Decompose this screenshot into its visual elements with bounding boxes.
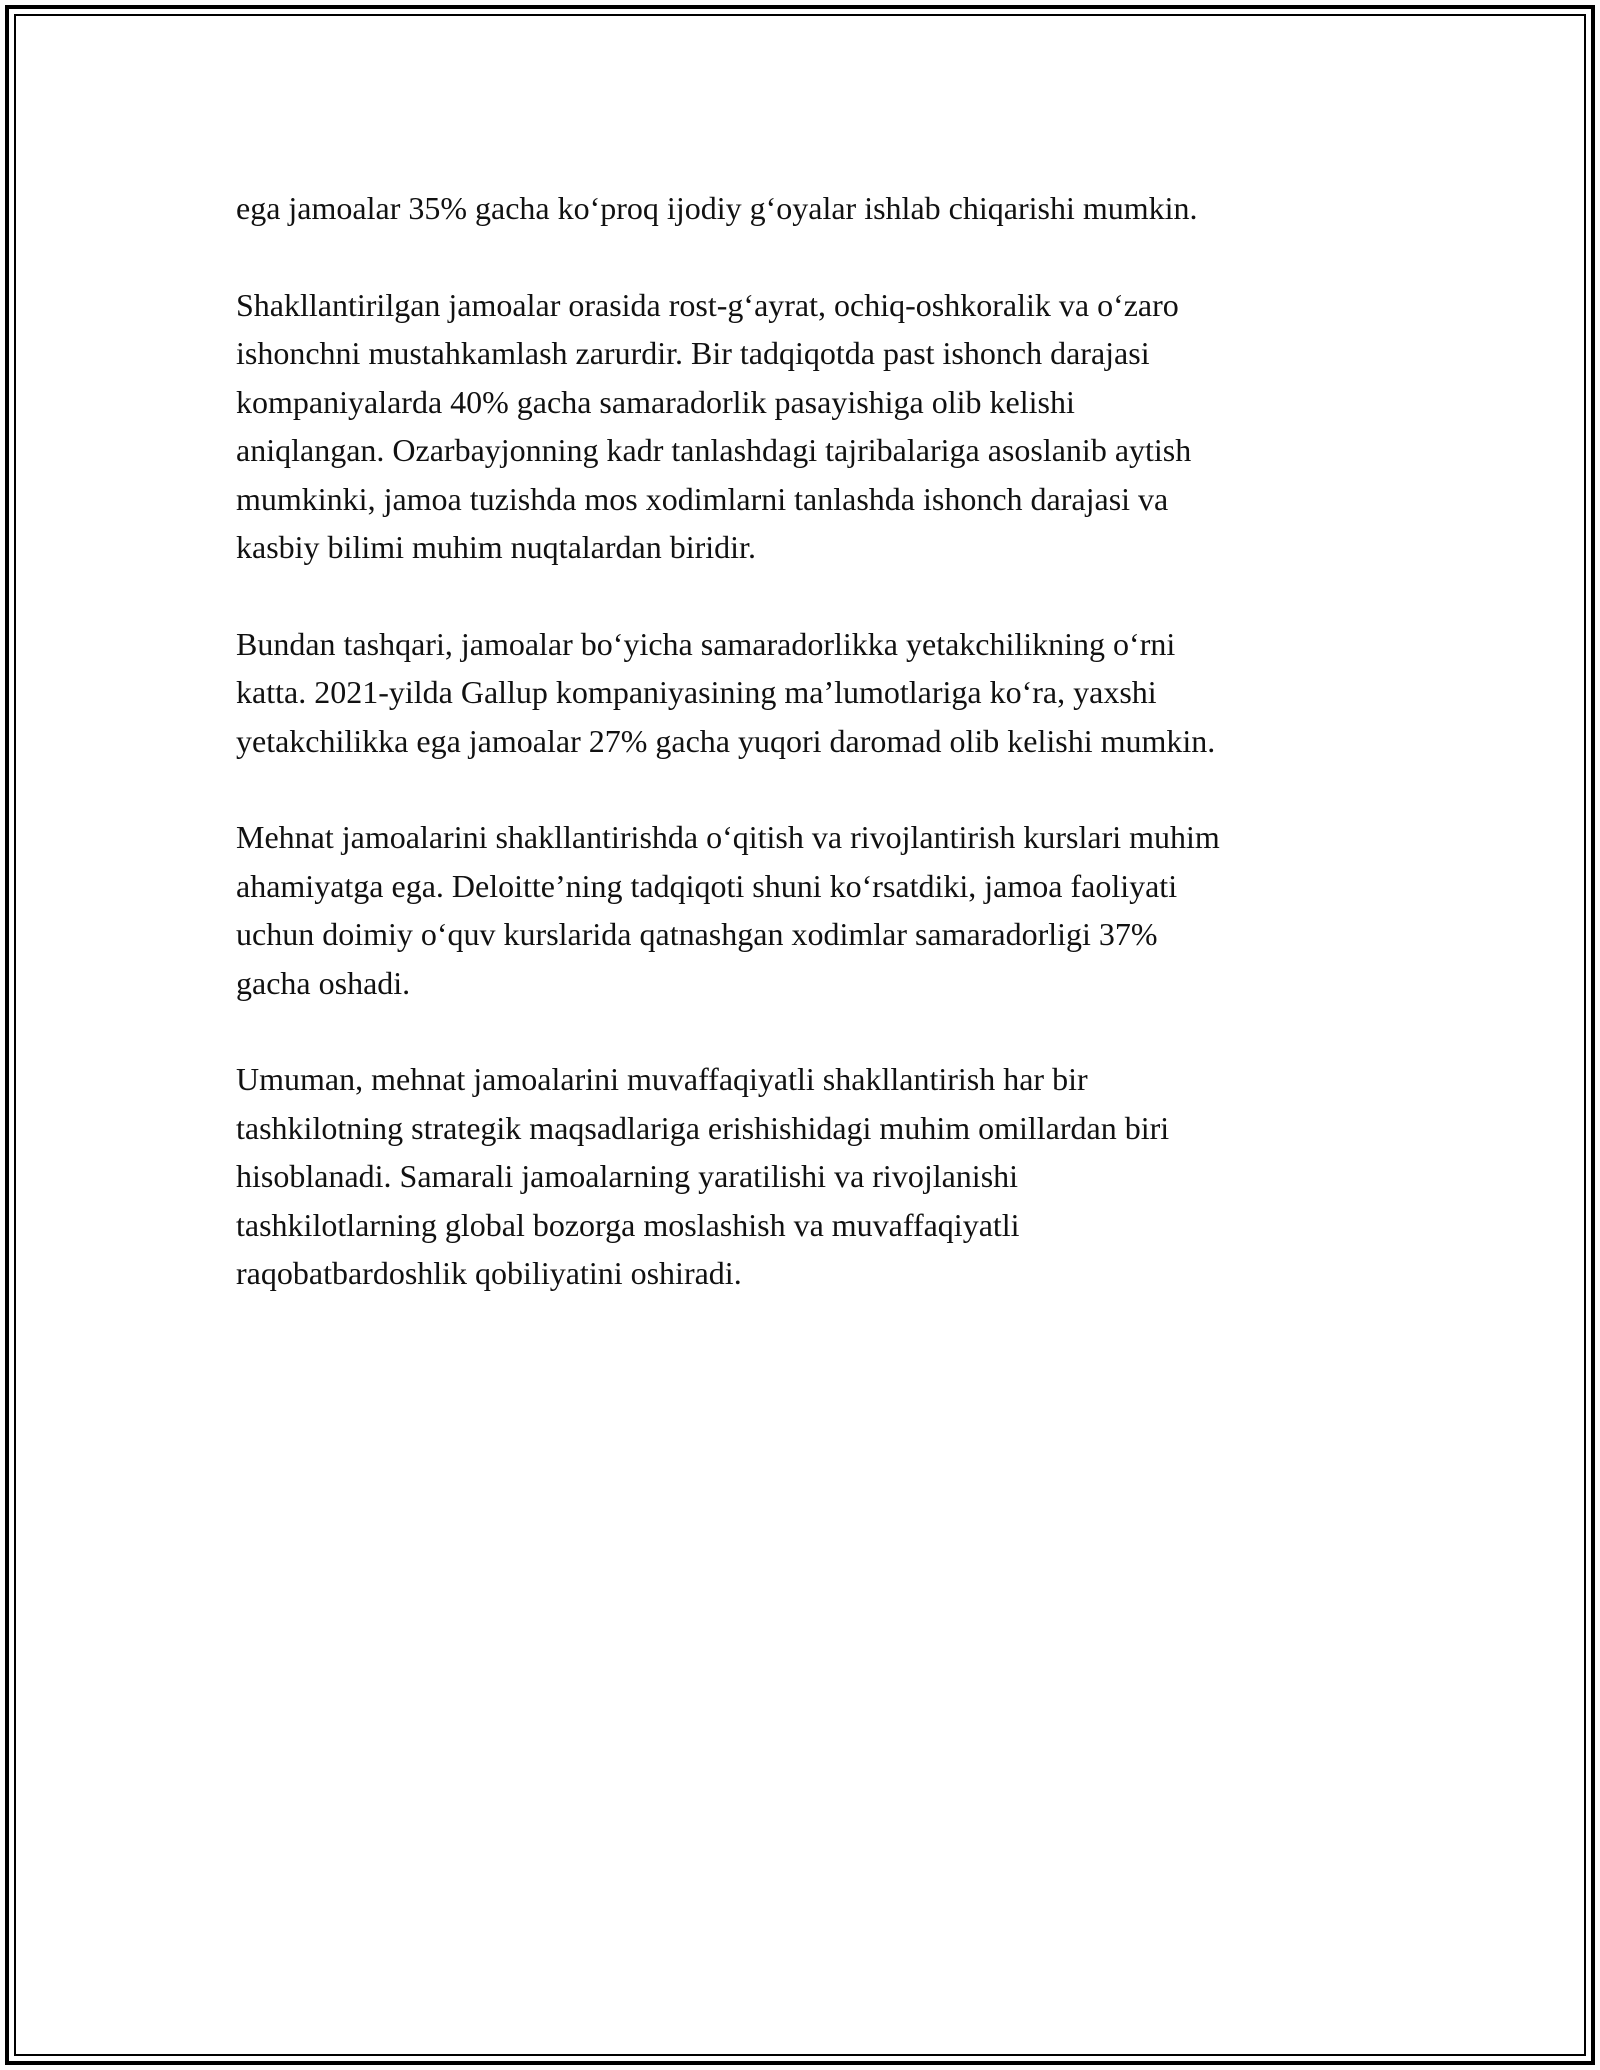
paragraph-1: ega jamoalar 35% gacha ko‘proq ijodiy g‘oyalar ishlab chiqarishi mumkin. xyxy=(236,190,1198,226)
paragraph-4: Mehnat jamoalarini shakllantirishda o‘qitish va rivojlantirish kurslari muhim ahamiyatga ega. Deloitte’ning tadqiqoti shuni ko‘rsatdiki, jamoa faoliyati uchun doimiy o‘quv kurslarida qatnashgan xodimlar samaradorligi 37% gacha oshadi. xyxy=(236,819,1220,1001)
paragraph-2: Shakllantirilgan jamoalar orasida rost-g‘ayrat, ochiq-oshkoralik va o‘zaro ishonchni mustahkamlash zarurdir. Bir tadqiqotda past ishonch darajasi kompaniyalarda 40% gacha samaradorlik pasayishiga olib kelishi aniqlangan. Ozarbayjonning kadr tanlashdagi tajribalariga asoslanib aytish mumkinki, jamoa tuzishda mos xodimlarni tanlashda ishonch darajasi va kasbiy bilimi muhim nuqtalardan biridir. xyxy=(236,286,1192,565)
document-body xyxy=(236,184,1376,1346)
paragraph-3: Bundan tashqari, jamoalar bo‘yicha samaradorlikka yetakchilikning o‘rni katta. 2021-yilda Gallup kompaniyasining ma’lumotlariga ko‘ra, yaxshi yetakchilikka ega jamoalar 27% gacha yuqori daromad olib kelishi mumkin. xyxy=(236,625,1216,759)
paragraph-5: Umuman, mehnat jamoalarini muvaffaqiyatli shakllantirish har bir tashkilotning strategik maqsadlariga erishishidagi muhim omillardan biri hisoblanadi. Samarali jamoalarning yaratilishi va rivojlanishi tashkilotlarning global bozorga moslashish va muvaffaqiyatli raqobatbardoshlik qobiliyatini oshiradi. xyxy=(236,1061,1170,1291)
